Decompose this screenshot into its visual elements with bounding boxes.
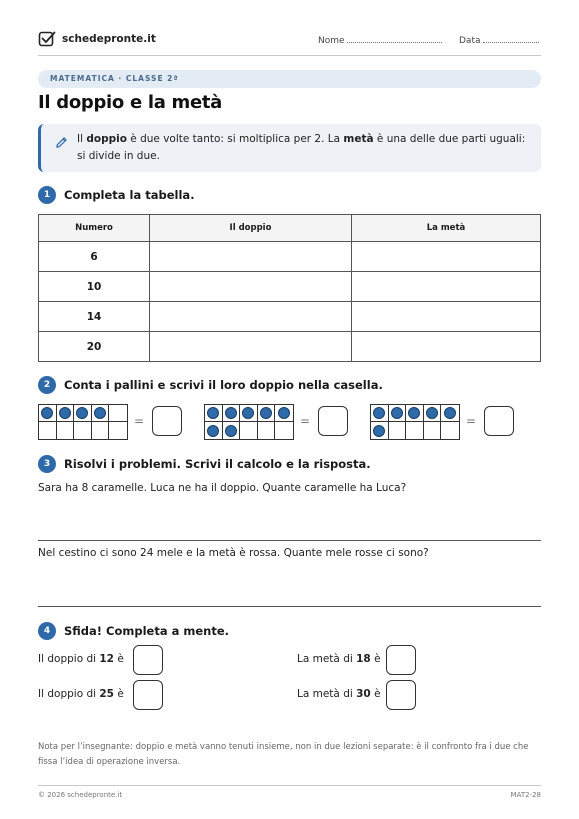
logo	[38, 30, 156, 48]
counter-dot	[408, 407, 420, 419]
ten-frame-cell	[92, 422, 110, 439]
equals-sign: =	[300, 414, 311, 428]
ten-frame-cell	[406, 405, 424, 422]
number-cell: 10	[39, 272, 150, 302]
exercise-number: 1	[38, 186, 56, 204]
ten-frame-cell	[205, 405, 223, 422]
ten-frame-cell	[258, 405, 276, 422]
date-label: Data	[459, 36, 481, 46]
page-footer	[38, 785, 541, 799]
ten-frame-cell	[109, 422, 127, 439]
answer-line-1[interactable]	[38, 540, 541, 541]
counter-dot	[94, 407, 106, 419]
exercise-4-heading	[38, 622, 229, 640]
teacher-note: Nota per l’insegnante: doppio e metà vanno tenuti insieme, non in due lezioni separate: è il confronto fra i due che fissa l’idea di operazione inversa.	[38, 742, 529, 767]
answer-box[interactable]	[152, 406, 182, 436]
ten-frame-cell	[223, 405, 241, 422]
counter-dot	[225, 407, 237, 419]
name-label: Nome	[318, 36, 345, 46]
challenge-item	[297, 653, 381, 665]
challenge-suffix: è	[370, 688, 381, 700]
exercise-title: Risolvi i problemi. Scrivi il calcolo e la risposta.	[64, 457, 371, 471]
column-header-meta: La metà	[352, 215, 541, 242]
ten-frame-cell	[275, 422, 293, 439]
answer-box[interactable]	[318, 406, 348, 436]
ten-frame-cell	[74, 422, 92, 439]
checkbox-logo-icon	[38, 30, 56, 48]
ten-frame-cell	[424, 405, 442, 422]
ten-frame-cell	[424, 422, 442, 439]
column-header-doppio: Il doppio	[150, 215, 352, 242]
counter-dot	[278, 407, 290, 419]
info-text-2: è due volte tanto: si moltiplica per 2. La	[126, 133, 344, 145]
ten-frame-cell	[441, 405, 459, 422]
answer-cell-doppio[interactable]	[150, 332, 352, 362]
ten-frame	[370, 404, 460, 440]
challenge-suffix: è	[114, 653, 124, 665]
counter-dot	[426, 407, 438, 419]
challenge-prefix: Il doppio di	[38, 653, 100, 665]
answer-cell-doppio[interactable]	[150, 302, 352, 332]
table-row	[39, 332, 541, 362]
pencil-icon	[55, 136, 68, 149]
exercise-title: Completa la tabella.	[64, 188, 195, 202]
double-half-table	[38, 214, 541, 362]
ten-frame-cell	[240, 405, 258, 422]
ten-frame-cell	[57, 422, 75, 439]
exercise-1-heading	[38, 186, 195, 204]
challenge-suffix: è	[114, 688, 124, 700]
challenge-prefix: Il doppio di	[38, 688, 100, 700]
counter-dot	[225, 425, 237, 437]
ten-frame-cell	[406, 422, 424, 439]
ten-frame-cell	[441, 422, 459, 439]
challenge-answer-box[interactable]	[386, 645, 416, 675]
date-field[interactable]	[459, 35, 539, 46]
challenge-number: 18	[356, 653, 371, 665]
counter-dot	[59, 407, 71, 419]
ten-frame-cell	[389, 422, 407, 439]
info-bold-doppio: doppio	[86, 133, 127, 145]
problem-text-1: Sara ha 8 caramelle. Luca ne ha il doppio. Quante caramelle ha Luca?	[38, 482, 407, 494]
brand-name: schedepronte.it	[62, 33, 156, 45]
equals-sign: =	[466, 414, 477, 428]
answer-cell-meta[interactable]	[352, 272, 541, 302]
challenge-item	[297, 688, 381, 700]
exercise-number: 3	[38, 455, 56, 473]
number-cell: 14	[39, 302, 150, 332]
answer-cell-meta[interactable]	[352, 302, 541, 332]
counter-dot	[242, 407, 254, 419]
challenge-prefix: La metà di	[297, 653, 357, 665]
challenge-suffix: è	[370, 653, 381, 665]
subject-bar: MATEMATICA · CLASSE 2ª	[38, 70, 541, 88]
info-bold-meta: metà	[343, 133, 374, 145]
page-title: Il doppio e la metà	[38, 92, 223, 113]
counter-dot	[391, 407, 403, 419]
ten-frame	[38, 404, 128, 440]
name-field[interactable]	[318, 35, 442, 46]
exercise-number: 4	[38, 622, 56, 640]
number-cell: 20	[39, 332, 150, 362]
ten-frame-cell	[39, 422, 57, 439]
counter-dot	[76, 407, 88, 419]
exercise-2-heading	[38, 376, 383, 394]
exercise-title: Sfida! Completa a mente.	[64, 624, 230, 638]
exercise-3-heading	[38, 455, 371, 473]
ten-frame-cell	[57, 405, 75, 422]
counter-dot	[207, 425, 219, 437]
answer-cell-meta[interactable]	[352, 242, 541, 272]
info-text-3: è una delle due parti uguali: si divide in due.	[77, 133, 526, 162]
ten-frame-cell	[109, 405, 127, 422]
ten-frame	[204, 404, 294, 440]
counter-dot	[373, 425, 385, 437]
ten-frame-cell	[39, 405, 57, 422]
ten-frame-cell	[258, 422, 276, 439]
challenge-item	[38, 653, 124, 665]
challenge-answer-box[interactable]	[386, 680, 416, 710]
ten-frame-cell	[371, 422, 389, 439]
ten-frame-cell	[389, 405, 407, 422]
ten-frame-cell	[371, 405, 389, 422]
ten-frame-cell	[74, 405, 92, 422]
table-row	[39, 302, 541, 332]
date-line[interactable]	[483, 35, 539, 43]
table-row	[39, 242, 541, 272]
ten-frame-cell	[92, 405, 110, 422]
name-line[interactable]	[347, 35, 442, 43]
answer-line-2[interactable]	[38, 606, 541, 607]
info-text-1: Il	[77, 133, 87, 145]
table-row	[39, 272, 541, 302]
answer-cell-meta[interactable]	[352, 332, 541, 362]
exercise-number: 2	[38, 376, 56, 394]
challenge-number: 25	[99, 688, 114, 700]
equals-sign: =	[134, 414, 145, 428]
problem-text-2: Nel cestino ci sono 24 mele e la metà è rossa. Quante mele rosse ci sono?	[38, 547, 429, 559]
info-box	[38, 124, 541, 172]
number-cell: 6	[39, 242, 150, 272]
copyright: © 2026 schedepronte.it	[38, 791, 123, 799]
counter-dot	[41, 407, 53, 419]
counter-dot	[373, 407, 385, 419]
exercise-title: Conta i pallini e scrivi il loro doppio nella casella.	[64, 378, 383, 392]
challenge-answer-box[interactable]	[133, 680, 163, 710]
counter-dot	[444, 407, 456, 419]
table-header-row	[39, 215, 541, 242]
challenge-item	[38, 688, 124, 700]
ten-frame-cell	[223, 422, 241, 439]
challenge-answer-box[interactable]	[133, 645, 163, 675]
counter-dot	[207, 407, 219, 419]
worksheet-code: MAT2-28	[510, 791, 541, 799]
page-header	[38, 30, 541, 56]
column-header-numero: Numero	[39, 215, 150, 242]
challenge-number: 30	[356, 688, 371, 700]
challenge-number: 12	[99, 653, 114, 665]
answer-box[interactable]	[484, 406, 514, 436]
answer-cell-doppio[interactable]	[150, 242, 352, 272]
answer-cell-doppio[interactable]	[150, 272, 352, 302]
ten-frame-cell	[240, 422, 258, 439]
challenge-prefix: La metà di	[297, 688, 357, 700]
ten-frame-cell	[275, 405, 293, 422]
ten-frame-cell	[205, 422, 223, 439]
counter-dot	[260, 407, 272, 419]
